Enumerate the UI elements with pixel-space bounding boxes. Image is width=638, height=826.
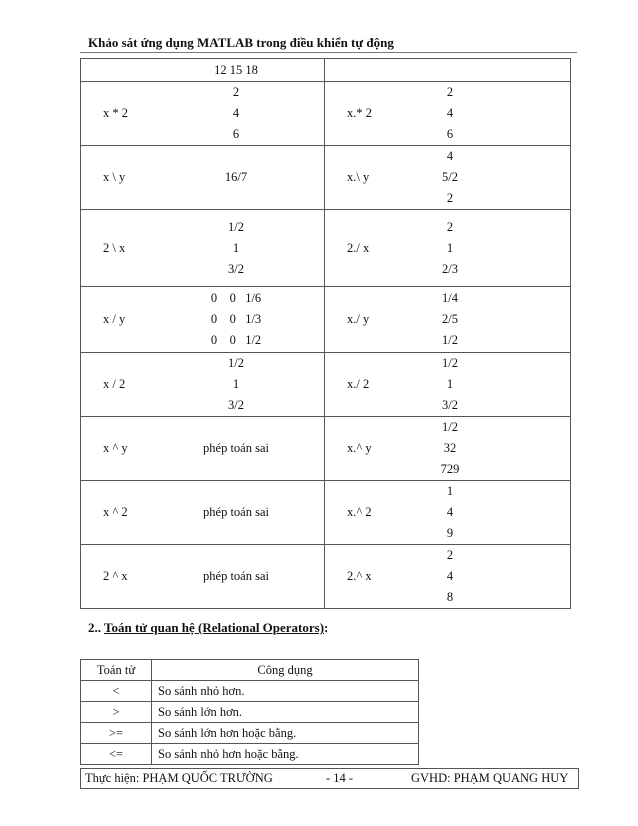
result-value: 2/3: [442, 261, 458, 276]
operation-result: [151, 502, 321, 523]
table-cell: [325, 82, 571, 146]
section-title: Toán tử quan hệ (Relational Operators): [104, 620, 325, 635]
table-cell: [325, 59, 571, 82]
result-value: 1/2: [442, 356, 458, 370]
table-cell: [81, 287, 325, 353]
table-row: [81, 723, 419, 744]
table-row: [81, 744, 419, 765]
table-cell: [81, 59, 325, 82]
table-row: [81, 417, 571, 481]
result-value: 2: [446, 85, 454, 99]
page-footer: [80, 768, 579, 789]
table-row: [81, 353, 571, 417]
table-cell: [81, 82, 325, 146]
operation-result: [151, 217, 321, 280]
operation-result: [151, 167, 321, 188]
table-row: [81, 287, 571, 353]
table-cell: [81, 210, 325, 287]
operation-expression: 2 ^ x: [103, 569, 128, 583]
result-value: 4: [232, 106, 240, 120]
table-row: [81, 82, 571, 146]
operation-result: [420, 82, 480, 145]
page-number: - 14 -: [326, 771, 354, 785]
operation-result: [420, 481, 480, 544]
operation-result: [420, 545, 480, 608]
result-value: 3/2: [442, 398, 458, 412]
operator-symbol: <=: [81, 744, 152, 765]
operation-expression: x / 2: [103, 377, 126, 391]
operation-result: [420, 217, 480, 280]
operator-description: So sánh lớn hơn hoặc bằng.: [152, 723, 419, 744]
table-cell: [325, 545, 571, 609]
table-row: [81, 545, 571, 609]
table-row: [81, 146, 571, 210]
result-value: 6: [232, 127, 240, 141]
operation-result: [151, 82, 321, 145]
result-value: 4: [446, 505, 454, 519]
operator-symbol: >=: [81, 723, 152, 744]
operation-result: [420, 146, 480, 209]
result-value: 2: [232, 85, 240, 99]
result-value: 729: [440, 462, 460, 476]
result-value: 9: [446, 526, 454, 540]
relational-operators-table: [80, 659, 419, 765]
result-value: 4: [446, 106, 454, 120]
result-value: 1: [232, 377, 240, 391]
table-row: [81, 702, 419, 723]
table-cell: [81, 146, 325, 210]
result-value: 2: [446, 191, 454, 205]
result-value: 2: [446, 219, 454, 234]
operation-expression: x./ 2: [347, 377, 370, 391]
operation-result: [420, 353, 480, 416]
table-cell: [325, 417, 571, 481]
operation-expression: x.^ y: [347, 441, 372, 455]
result-value: 1/2: [228, 356, 244, 370]
operator-description: So sánh nhỏ hơn.: [152, 681, 419, 702]
operator-description: So sánh lớn hơn.: [152, 702, 419, 723]
operation-result: [151, 438, 321, 459]
column-header-operator: Toán tử: [81, 660, 152, 681]
operation-result: [151, 288, 321, 351]
operation-expression: x ^ y: [103, 441, 128, 455]
operation-expression: x / y: [103, 312, 126, 326]
table-cell: [325, 287, 571, 353]
operator-description: So sánh nhỏ hơn hoặc bằng.: [152, 744, 419, 765]
result-value: 1: [446, 484, 454, 498]
table-header-row: [81, 660, 419, 681]
table-cell: [81, 545, 325, 609]
result-value: 1/4: [442, 291, 458, 305]
operation-expression: x.* 2: [347, 106, 372, 120]
result-value: phép toán sai: [203, 569, 269, 583]
operation-expression: x./ y: [347, 312, 370, 326]
result-value: 32: [443, 441, 457, 455]
operation-result: [151, 353, 321, 416]
result-value: 0 0 1/3: [210, 312, 262, 326]
result-value: 4: [446, 569, 454, 583]
operation-expression: 2.^ x: [347, 569, 372, 583]
result-value: 3/2: [228, 398, 244, 412]
footer-advisor: GVHD: PHẠM QUANG HUY: [411, 771, 569, 785]
column-header-usage: Công dụng: [152, 660, 419, 681]
result-value: 1: [446, 240, 454, 255]
table-row: [81, 59, 571, 82]
result-value: 2/5: [442, 312, 458, 326]
operation-result: [420, 288, 480, 351]
result-value: 1/2: [228, 219, 244, 234]
footer-author: Thực hiện: PHẠM QUỐC TRƯỜNG: [85, 771, 273, 785]
result-value: phép toán sai: [203, 441, 269, 455]
operation-result: [420, 417, 480, 480]
result-value: 4: [446, 149, 454, 163]
section-heading: [88, 620, 328, 636]
result-value: 1: [446, 377, 454, 391]
result-value: 1: [232, 240, 240, 255]
result-value: 5/2: [442, 170, 458, 184]
operation-expression: 2./ x: [347, 240, 370, 255]
table-row: [81, 210, 571, 287]
result-value: 0 0 1/2: [210, 333, 262, 347]
page-header-title: Khảo sát ứng dụng MATLAB trong điều khiển tự động: [88, 35, 394, 50]
table-cell: [325, 353, 571, 417]
operator-symbol: <: [81, 681, 152, 702]
table-cell: [81, 417, 325, 481]
operation-expression: x \ y: [103, 170, 126, 184]
result-value: 2: [446, 548, 454, 562]
operation-result: [151, 566, 321, 587]
operator-symbol: >: [81, 702, 152, 723]
operation-expression: x * 2: [103, 106, 128, 120]
operation-expression: x.\ y: [347, 170, 370, 184]
result-value: 1/2: [442, 420, 458, 434]
section-suffix: :: [324, 620, 329, 635]
header-divider: [80, 52, 577, 53]
operation-expression: x.^ 2: [347, 505, 372, 519]
table-row: [81, 681, 419, 702]
result-value: 12 15 18: [214, 62, 258, 77]
section-number: 2..: [88, 620, 101, 635]
result-value: phép toán sai: [203, 505, 269, 519]
result-value: 8: [446, 590, 454, 604]
table-cell: [325, 210, 571, 287]
table-cell: [81, 481, 325, 545]
operations-table: [80, 58, 571, 609]
result-value: 16/7: [224, 170, 248, 184]
table-cell: [81, 353, 325, 417]
operation-expression: x ^ 2: [103, 505, 128, 519]
table-cell: [325, 146, 571, 210]
result-value: 3/2: [228, 261, 244, 276]
result-value: 0 0 1/6: [210, 291, 262, 305]
result-value: 6: [446, 127, 454, 141]
operation-expression: 2 \ x: [103, 240, 126, 255]
table-cell: [325, 481, 571, 545]
table-row: [81, 481, 571, 545]
result-value: 1/2: [442, 333, 458, 347]
